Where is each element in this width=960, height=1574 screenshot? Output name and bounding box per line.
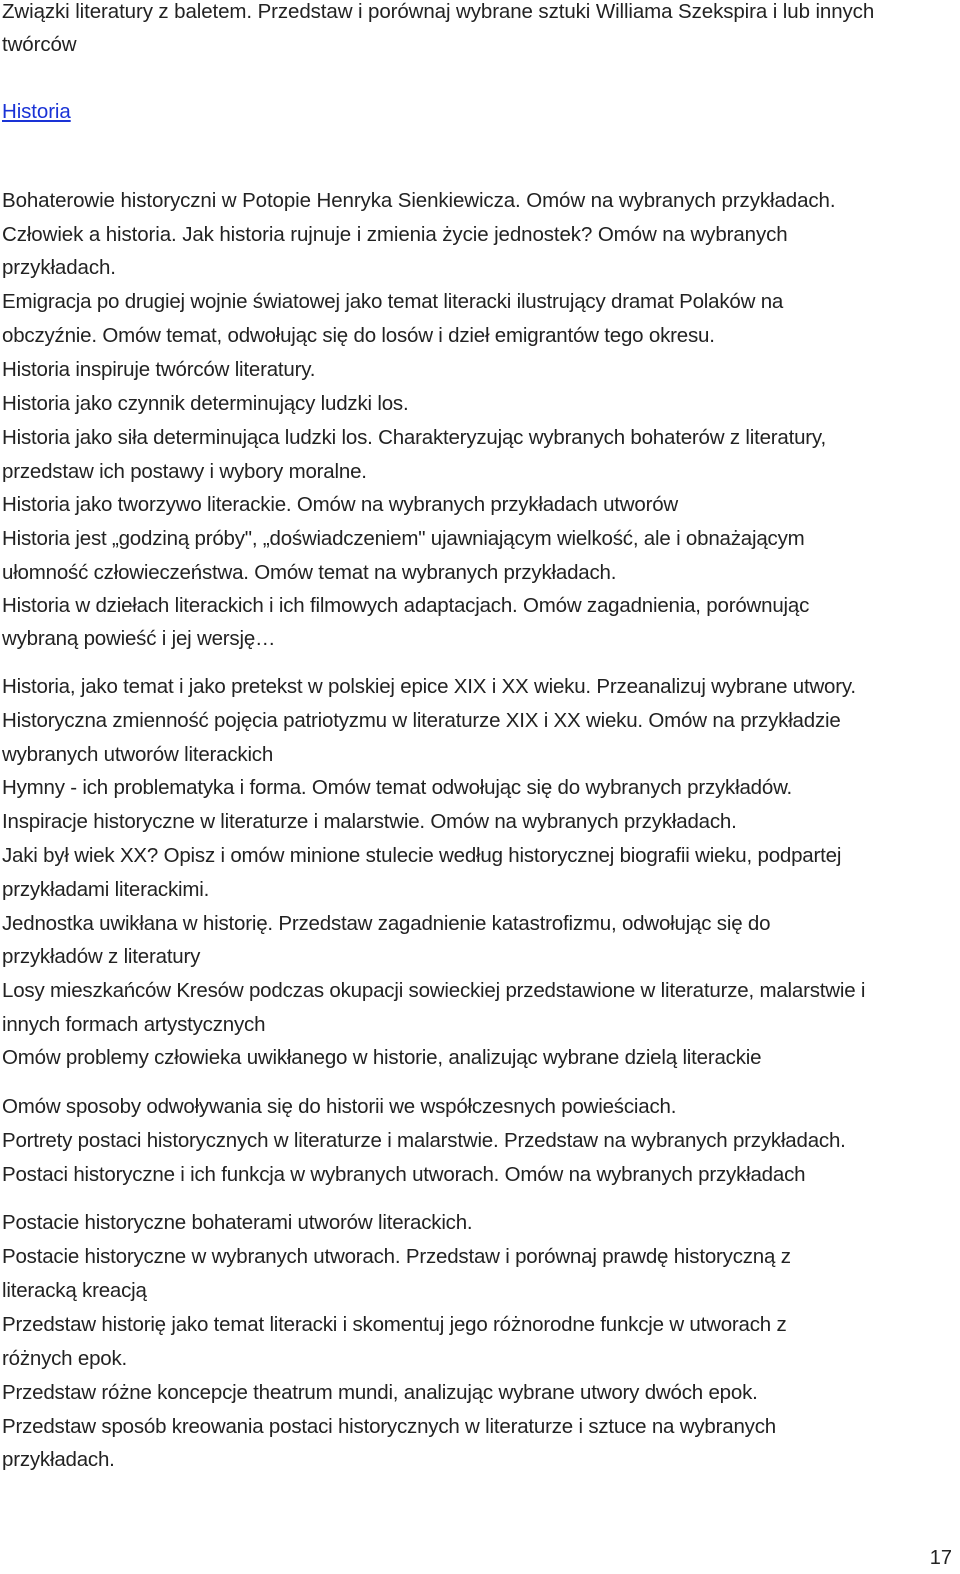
topic-line: Inspiracje historyczne w literaturze i malarstwie. Omów na wybranych przykładach.	[2, 810, 737, 833]
topic-line: różnych epok.	[2, 1347, 128, 1370]
topic-line: Hymny - ich problematyka i forma. Omów temat odwołując się do wybranych przykładów.	[2, 776, 793, 799]
topic-line: Historia jako tworzywo literackie. Omów na wybranych przykładach utworów	[2, 493, 679, 516]
topic-line: Jaki był wiek XX? Opisz i omów minione stulecie według historycznej biografii wieku, podpartej	[2, 844, 842, 867]
topic-line: wybranych utworów literackich	[2, 743, 274, 766]
page-number: 17	[929, 1547, 952, 1569]
topic-line: obczyźnie. Omów temat, odwołując się do losów i dzieł emigrantów tego okresu.	[2, 324, 715, 347]
topic-line: Postacie historyczne w wybranych utworach. Przedstaw i porównaj prawdę historyczną z	[2, 1245, 791, 1268]
topic-line: Przedstaw sposób kreowania postaci historycznych w literaturze i sztuce na wybranych	[2, 1415, 776, 1438]
intro-line-2: twórców	[2, 33, 77, 56]
topic-line: Losy mieszkańców Kresów podczas okupacji sowieckiej przedstawione w literaturze, malarstwie i	[2, 979, 866, 1002]
topic-line: przedstaw ich postawy i wybory moralne.	[2, 460, 367, 483]
topic-line: Bohaterowie historyczni w Potopie Henryka Sienkiewicza. Omów na wybranych przykładach.	[2, 189, 836, 212]
topic-line: Historia w dziełach literackich i ich filmowych adaptacjach. Omów zagadnienia, porównując	[2, 594, 810, 617]
topic-line: Postacie historyczne bohaterami utworów literackich.	[2, 1211, 473, 1234]
topic-line: przykładach.	[2, 1448, 115, 1471]
topic-line: Historia jest „godziną próby", „doświadczeniem" ujawniającym wielkość, ale i obnażającym	[2, 527, 805, 550]
topic-line: Historyczna zmienność pojęcia patriotyzmu w literaturze XIX i XX wieku. Omów na przykładzie	[2, 709, 841, 732]
topic-line: przykładach.	[2, 256, 116, 279]
topic-line: Przedstaw różne koncepcje theatrum mundi, analizując wybrane utwory dwóch epok.	[2, 1381, 758, 1404]
topic-line: Postaci historyczne i ich funkcja w wybranych utworach. Omów na wybranych przykładach	[2, 1163, 806, 1186]
topic-line: Omów problemy człowieka uwikłanego w historie, analizując wybrane dzielą literackie	[2, 1046, 762, 1069]
topic-line: ułomność człowieczeństwa. Omów temat na wybranych przykładach.	[2, 561, 617, 584]
topic-line: Portrety postaci historycznych w literaturze i malarstwie. Przedstaw na wybranych przykładach.	[2, 1129, 846, 1152]
topic-line: literacką kreacją	[2, 1279, 147, 1302]
topic-line: Omów sposoby odwoływania się do historii we współczesnych powieściach.	[2, 1095, 677, 1118]
topic-line: Historia jako siła determinująca ludzki los. Charakteryzując wybranych bohaterów z literatury,	[2, 426, 826, 449]
topic-line: przykładów z literatury	[2, 945, 201, 968]
topic-line: wybraną powieść i jej wersję…	[2, 627, 276, 650]
intro-line-1: Związki literatury z baletem. Przedstaw i porównaj wybrane sztuki Williama Szekspira i lub innych	[2, 0, 875, 23]
topic-line: Historia inspiruje twórców literatury.	[2, 358, 316, 381]
topic-line: Przedstaw historię jako temat literacki i skomentuj jego różnorodne funkcje w utworach z	[2, 1313, 787, 1336]
topic-line: Emigracja po drugiej wojnie światowej jako temat literacki ilustrujący dramat Polaków na	[2, 290, 784, 313]
historia-link[interactable]: Historia	[2, 100, 71, 123]
section-heading	[2, 95, 71, 129]
topic-line: Człowiek a historia. Jak historia rujnuje i zmienia życie jednostek? Omów na wybranych	[2, 223, 788, 246]
topic-line: innych formach artystycznych	[2, 1013, 266, 1036]
topic-line: przykładami literackimi.	[2, 878, 210, 901]
topic-line: Historia, jako temat i jako pretekst w polskiej epice XIX i XX wieku. Przeanalizuj wybrane utwory.	[2, 675, 856, 698]
topic-line: Historia jako czynnik determinujący ludzki los.	[2, 392, 409, 415]
topic-line: Jednostka uwikłana w historię. Przedstaw zagadnienie katastrofizmu, odwołując się do	[2, 912, 771, 935]
